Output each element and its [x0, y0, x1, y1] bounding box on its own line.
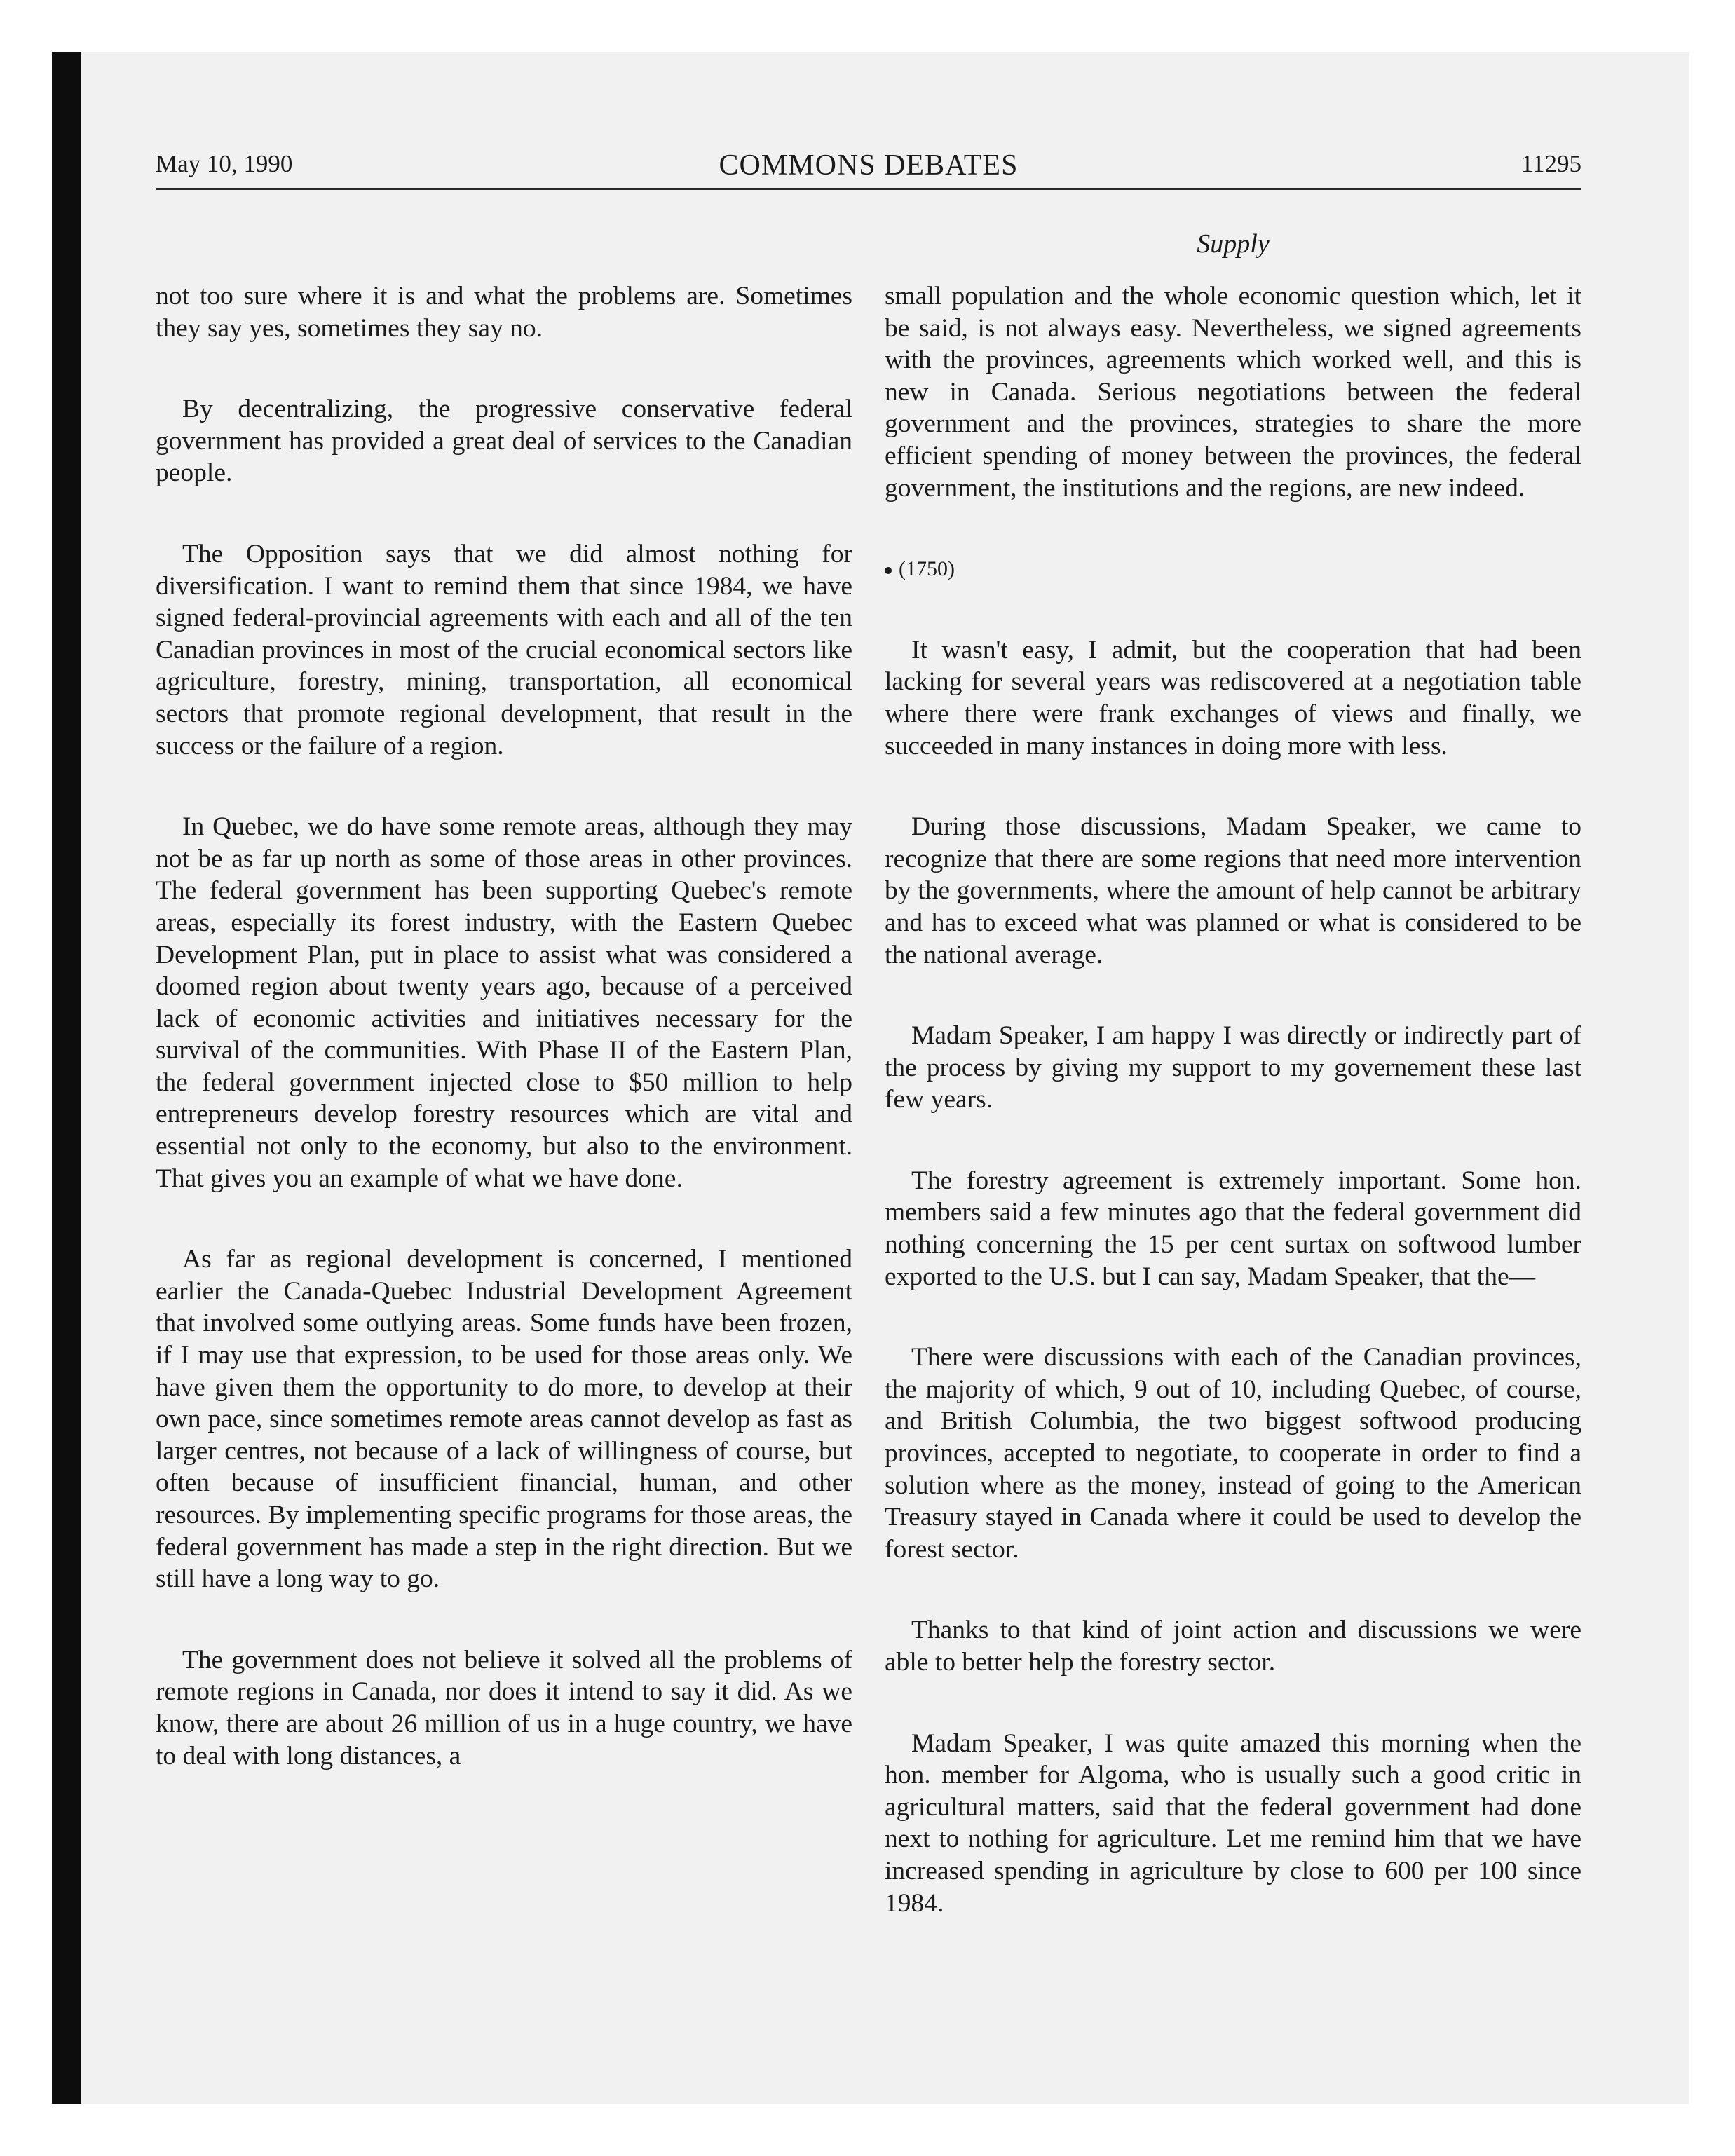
header-page-number: 11295: [1520, 150, 1581, 177]
time-marker: [885, 553, 1581, 585]
header-date: May 10, 1990: [156, 150, 293, 177]
right-column: [885, 280, 1581, 1968]
paragraph: It wasn't easy, I admit, but the cooperation that had been lacking for several years was rediscovered at a negotiation table where there were frank exchanges of views and finally, we succeeded in many instances in doing more with less.: [885, 635, 1581, 760]
paragraph: The forestry agreement is extremely important. Some hon. members said a few minutes ago that the federal government did nothing concerning the 15 per cent surtax on softwood lumber exported to the U.S. but I can say, Madam Speaker, that the—: [885, 1166, 1581, 1291]
left-column: [156, 280, 852, 1821]
paragraph: Madam Speaker, I was quite amazed this morning when the hon. member for Algoma, who is usually such a good critic in agricultural matters, said that the federal government had done next to nothing for agriculture. Let me remind him that we have increased spending in agriculture by close to 600 per 100 since 1984.: [885, 1728, 1581, 1918]
time-marker-text: (1750): [899, 557, 955, 581]
section-label: Supply: [1197, 229, 1270, 259]
header-title: COMMONS DEBATES: [719, 149, 1019, 182]
paragraph: During those discussions, Madam Speaker, we came to recognize that there are some regions that need more intervention by the governments, where the amount of help cannot be arbitrary and has to exceed what was planned or what is considered to be the national average.: [885, 812, 1581, 969]
page-header: [156, 149, 1581, 188]
paragraph: In Quebec, we do have some remote areas, although they may not be as far up north as some of those areas in other provinces. The federal government has been supporting Quebec's remote areas, especially its forest industry, with the Eastern Quebec Development Plan, put in place to assist what was considered a doomed region about twenty years ago, because of a perceived lack of economic activities and initiatives necessary for the survival of the communities. With Phase II of the Eastern Plan, the federal government injected close to $50 million to help entrepreneurs develop forestry resources which are vital and essential not only to the economy, but also to the environment. That gives you an example of what we have done.: [156, 812, 852, 1193]
paragraph: As far as regional development is concerned, I mentioned earlier the Canada-Quebec Industrial Development Agreement that involved some outlying areas. Some funds have been frozen, if I may use that expression, to be used for those areas only. We have given them the opportunity to do more, to develop at their own pace, since sometimes remote areas cannot develop as fast as larger centres, not because of a lack of willingness of course, but often because of insufficient financial, human, and other resources. By implementing specific programs for those areas, the federal government has made a step in the right direction. But we still have a long way to go.: [156, 1245, 852, 1594]
paragraph: The Opposition says that we did almost nothing for diversification. I want to remind them that since 1984, we have signed federal-provincial agreements with each and all of the ten Canadian provinces in most of the crucial economical sectors like agriculture, forestry, mining, transportation, all economical sectors that promote regional development, that result in the success or the failure of a region.: [156, 539, 852, 760]
scan-edge-shadow: [52, 52, 81, 2104]
paragraph: The government does not believe it solved all the problems of remote regions in Canada, nor does it intend to say it did. As we know, there are about 26 million of us in a huge country, we have to deal with long distances, a: [156, 1645, 852, 1770]
paragraph: Madam Speaker, I am happy I was directly or indirectly part of the process by giving my support to my governement these last few years.: [885, 1021, 1581, 1114]
paragraph: There were discussions with each of the Canadian provinces, the majority of which, 9 out of 10, including Quebec, of course, and British Columbia, the two biggest softwood producing provinces, accepted to negotiate, to cooperate in order to find a solution where as the money, instead of going to the American Treasury stayed in Canada where it could be used to develop the forest sector.: [885, 1343, 1581, 1564]
paragraph: By decentralizing, the progressive conservative federal government has provided a great deal of services to the Canadian people.: [156, 395, 852, 488]
paragraph: Thanks to that kind of joint action and discussions we were able to better help the forestry sector.: [885, 1616, 1581, 1677]
bullet-icon: [885, 567, 892, 574]
paragraph: small population and the whole economic question which, let it be said, is not always easy. Nevertheless, we signed agreements with the provinces, agreements which worked well, and this is new in Canada. Serious negotiations between the federal government and the provinces, strategies to share the more efficient spending of money between the provinces, the federal government, the institutions and the regions, are new indeed.: [885, 282, 1581, 503]
paragraph: not too sure where it is and what the problems are. Sometimes they say yes, sometimes they say no.: [156, 282, 852, 343]
header-rule: [156, 188, 1581, 190]
